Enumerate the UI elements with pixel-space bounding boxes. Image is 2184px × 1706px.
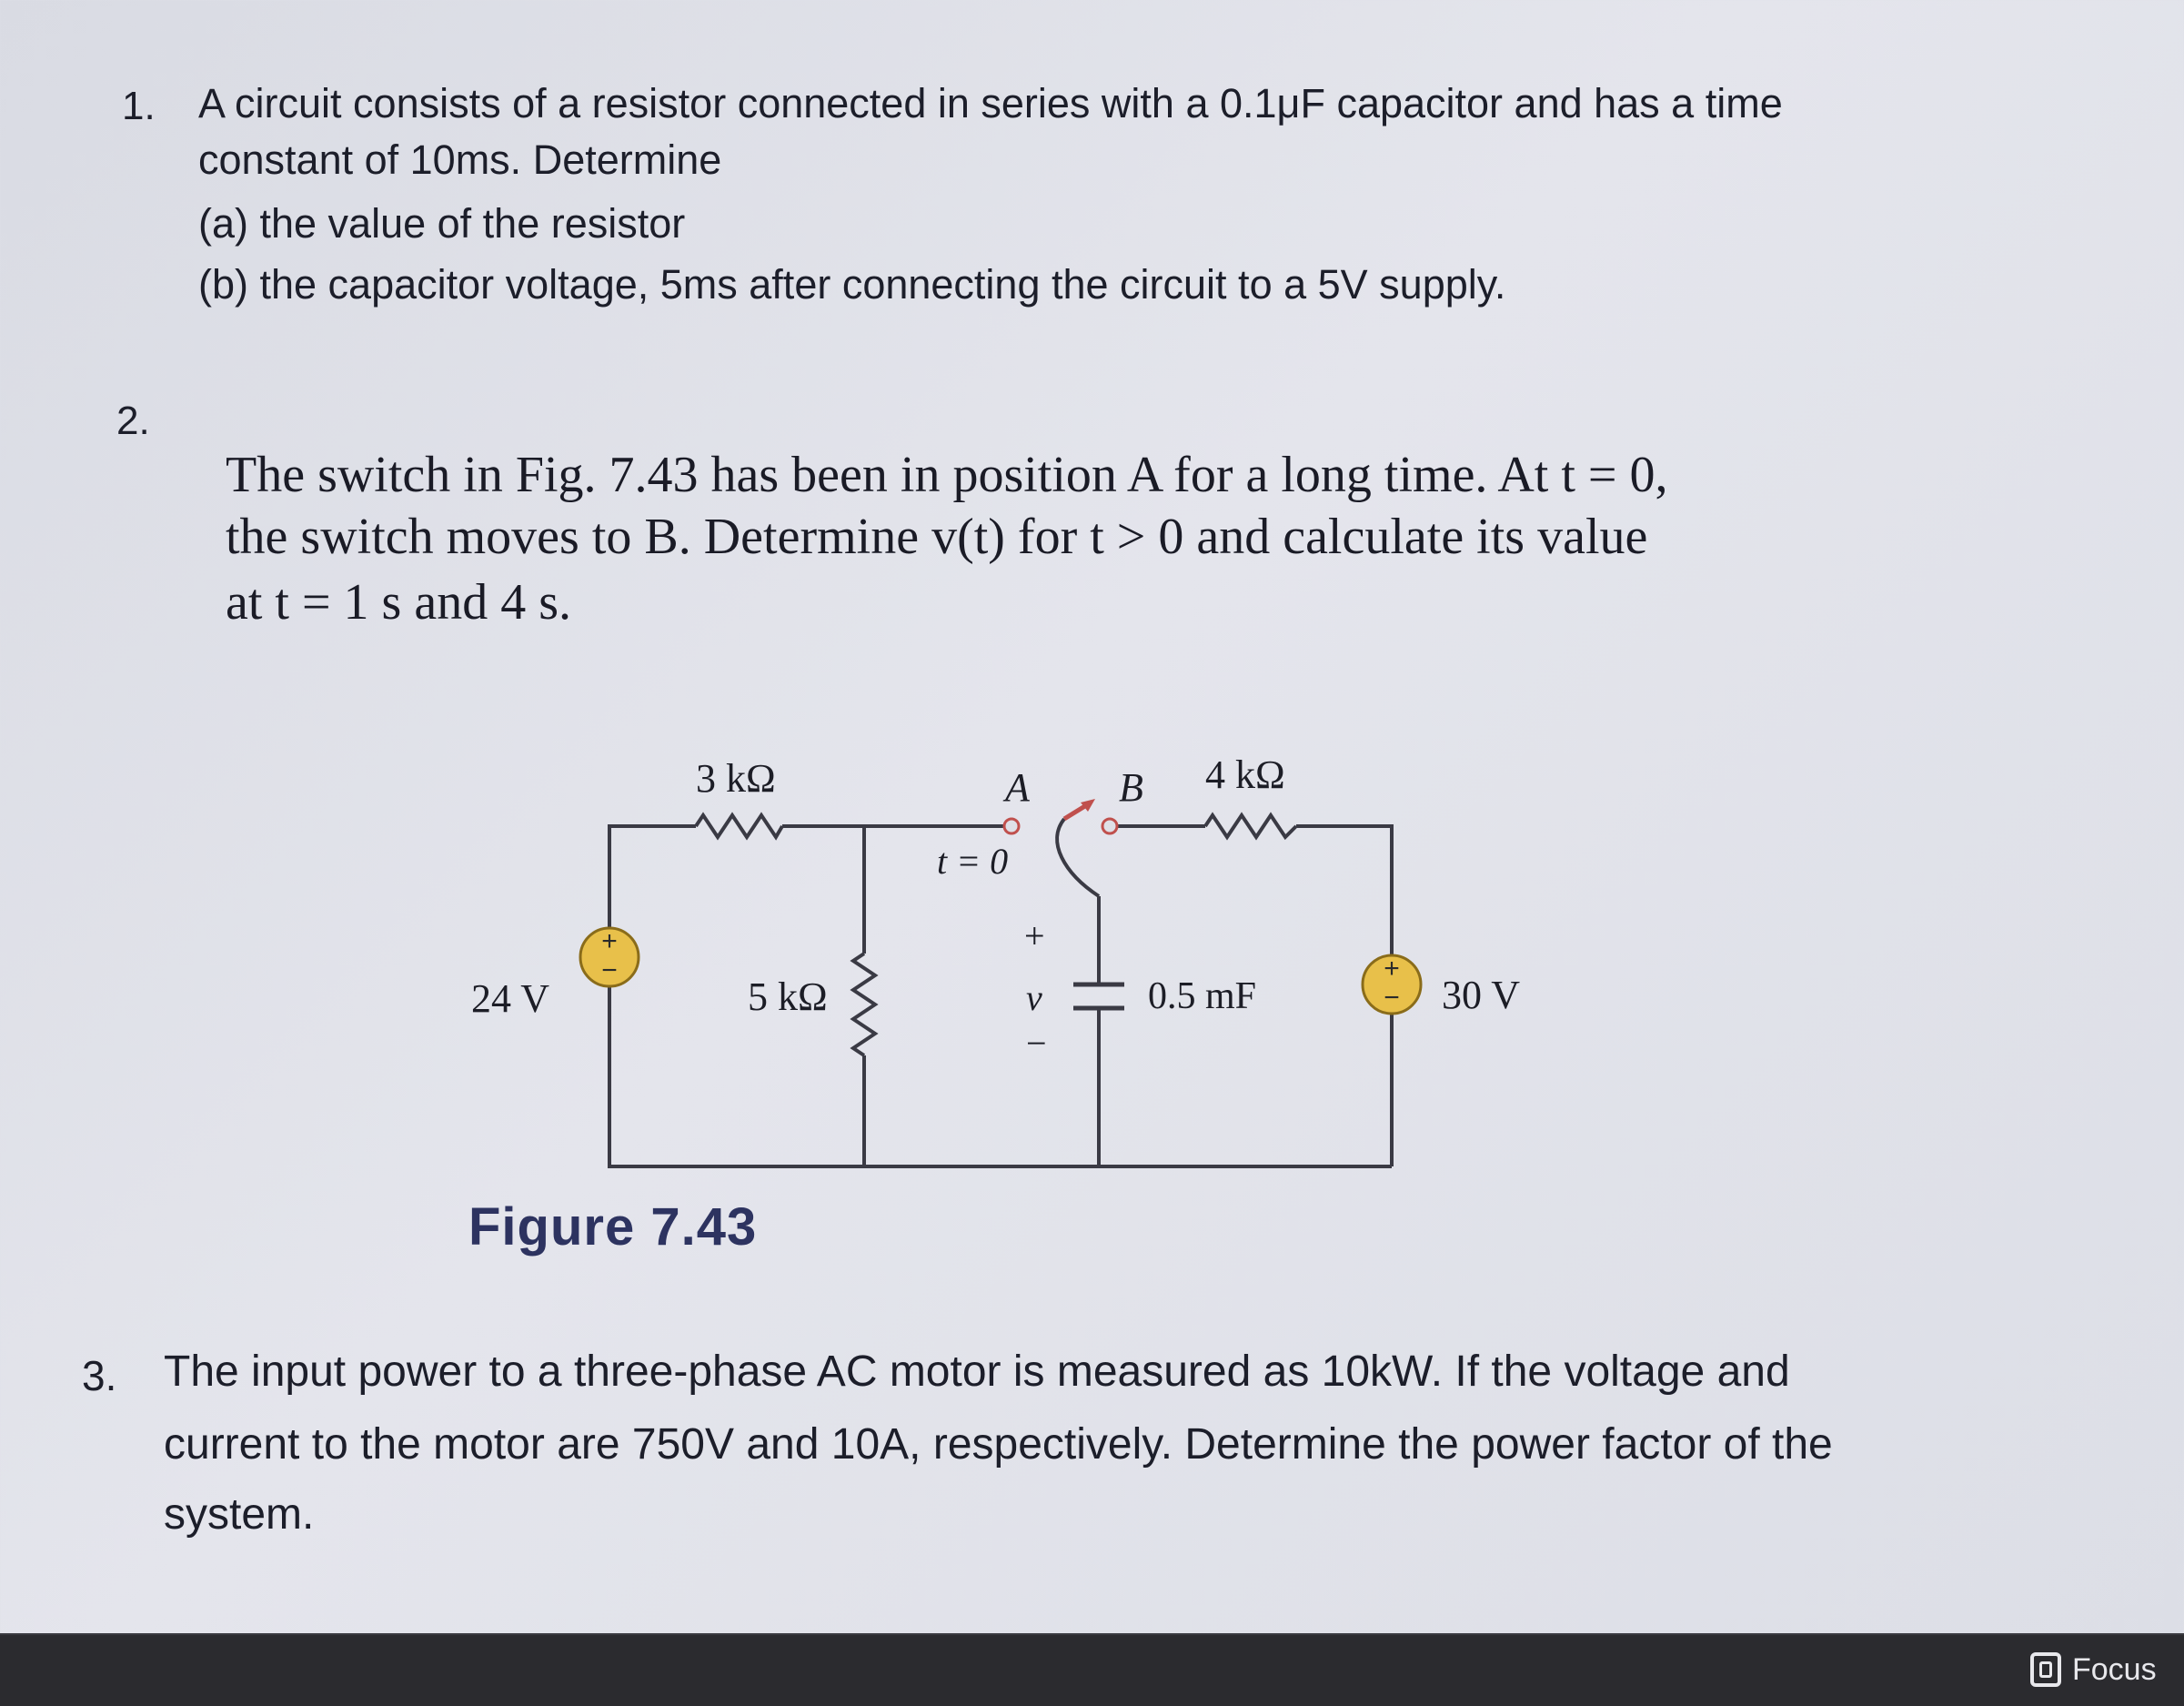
label-switch-b: B xyxy=(1119,765,1143,810)
voltage-source-left xyxy=(580,926,639,986)
voltage-source-right xyxy=(1363,954,1421,1014)
problem-2-line-2: the switch moves to B. Determine v(t) for t > 0 and calculate its value xyxy=(226,509,1648,565)
switch-blade xyxy=(1057,819,1099,896)
switch-contact-b xyxy=(1102,819,1117,833)
source-right-plus: + xyxy=(1384,954,1400,984)
switch-contact-a xyxy=(1004,819,1019,833)
problem-1-part-b: (b) the capacitor voltage, 5ms after connecting the circuit to a 5V supply. xyxy=(198,261,1506,308)
label-30v: 30 V xyxy=(1442,973,1520,1017)
focus-label: Focus xyxy=(2072,1651,2157,1687)
source-right-minus: − xyxy=(1384,983,1400,1013)
problem-2-line-1: The switch in Fig. 7.43 has been in position A for a long time. At t = 0, xyxy=(226,447,1668,503)
problem-1-line-2: constant of 10ms. Determine xyxy=(198,136,722,183)
problem-3-line-2: current to the motor are 750V and 10A, respectively. Determine the power factor of the xyxy=(164,1420,1833,1469)
problem-2-number: 2. xyxy=(116,399,150,443)
problem-3-number: 3. xyxy=(82,1352,117,1399)
taskbar xyxy=(0,1633,2184,1706)
problem-1-number: 1. xyxy=(122,84,156,128)
wire-left-top xyxy=(609,826,696,930)
label-v: v xyxy=(1026,977,1042,1018)
resistor-3k xyxy=(696,815,782,837)
label-capacitor: 0.5 mF xyxy=(1148,975,1257,1017)
label-switch-a: A xyxy=(1005,765,1030,810)
source-left-plus: + xyxy=(601,926,618,956)
resistor-4k xyxy=(1205,815,1296,837)
label-switch-time: t = 0 xyxy=(937,841,1009,882)
resistor-5k xyxy=(853,954,875,1055)
problem-3-line-1: The input power to a three-phase AC motor is measured as 10kW. If the voltage and xyxy=(164,1348,1790,1396)
problem-3-line-3: system. xyxy=(164,1490,315,1539)
focus-icon xyxy=(2030,1652,2061,1687)
problem-1-part-a: (a) the value of the resistor xyxy=(198,200,686,247)
label-3k: 3 kΩ xyxy=(696,756,776,801)
label-5k: 5 kΩ xyxy=(748,974,828,1019)
source-left-minus: − xyxy=(601,955,618,985)
problem-2-line-3: at t = 1 s and 4 s. xyxy=(226,574,571,631)
label-v-minus: − xyxy=(1026,1023,1047,1064)
label-v-plus: + xyxy=(1024,915,1045,956)
label-24v: 24 V xyxy=(471,976,549,1021)
focus-button[interactable] xyxy=(2030,1648,2157,1691)
label-4k: 4 kΩ xyxy=(1205,752,1285,797)
wire-right-top xyxy=(1296,826,1392,957)
problem-1-line-1: A circuit consists of a resistor connected in series with a 0.1μF capacitor and has a time xyxy=(198,80,1783,126)
figure-caption: Figure 7.43 xyxy=(468,1197,758,1257)
